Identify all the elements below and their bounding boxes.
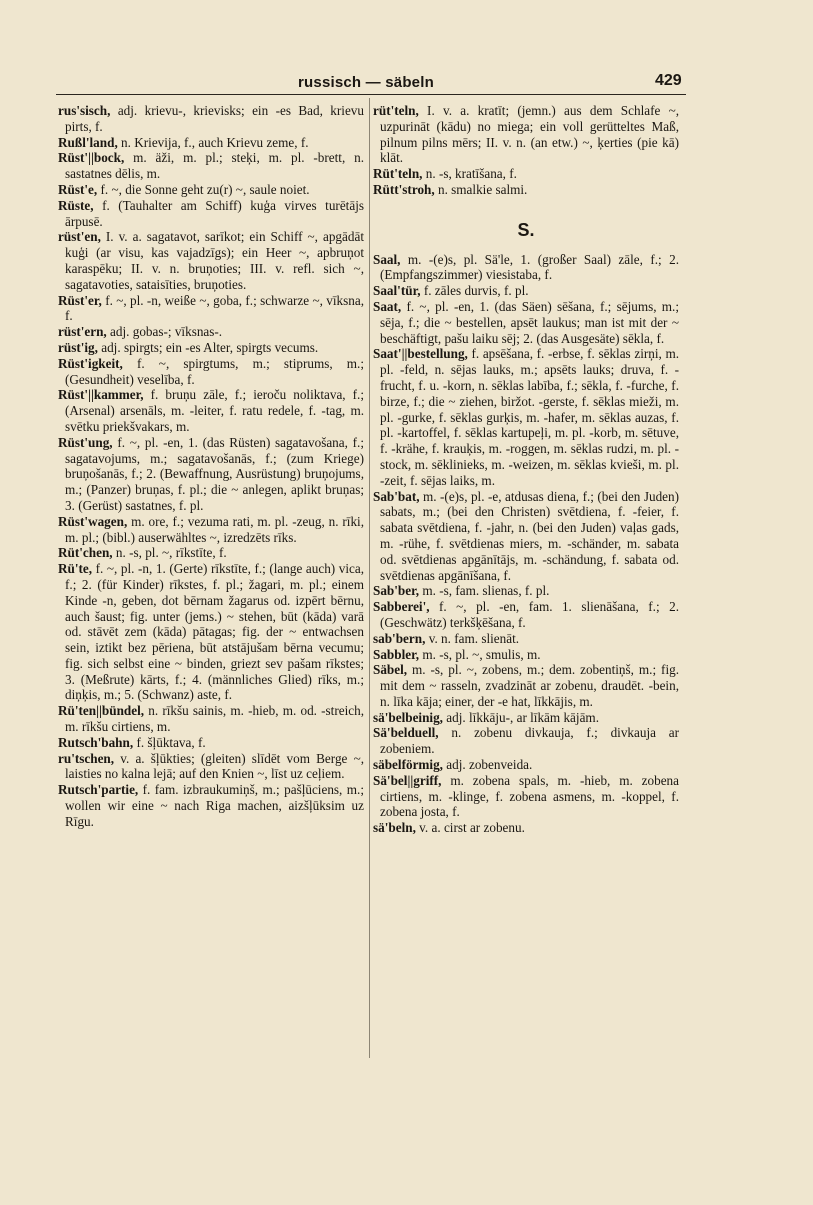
dictionary-entry xyxy=(373,182,679,198)
dictionary-entry xyxy=(58,150,364,182)
entry-definition: f. apsēšana, f. -erbse, f. sēklas zirņi, m. pl. -feld, n. sējas lauks, m.; apsēts lauks; druva, f. -frucht, f. u. -korn, n. sēklas labība, f.; sēkla, f. -furche, f. birze, f.; die ~ ziehen, biržot. -gerste, f. sēklas mieži, m. pl. -gurke, f. sēklas gurķis, m. -hafer, m. sēklas auzas, f. pl. -kartoffel, f. sēklas kartupeļi, m. pl. -korb, m. sētuve, f. -krähe, f. krauķis, m. -roggen, m. sēklas rudzi, m. pl. -stock, m. sēklinieks, m. -weizen, m. sēklas kvieši, m. pl. -zeit, f. sējas laiks, m. xyxy=(380,346,679,488)
entry-definition: adj. gobas-; vīksnas-. xyxy=(110,324,223,340)
entry-definition: f. ~, pl. -n, weiße ~, goba, f.; schwarze ~, vīksna, f. xyxy=(65,292,364,324)
dictionary-entry xyxy=(373,662,679,709)
entry-headword: rüst'en, xyxy=(58,229,101,245)
dictionary-entry xyxy=(373,773,679,820)
entry-definition: f. ~, pl. -en, 1. (das Rüsten) sagatavošana, f.; sagatavojums, m.; sagatavošanās, f.; (zum Kriege) bruņošanās, f.; 2. (Bewaffnung, Ausrüstung) bruņojums, m.; (Panzer) bruņas, f. pl.; die ~ anlegen, aplikt bruņas; 3. (Gerüst) sastatnes, f. pl. xyxy=(65,434,364,513)
entry-definition: adj. zobenveida. xyxy=(446,757,533,773)
entry-headword: Saat'||bestellung, xyxy=(373,346,468,362)
entry-definition: n. smalkie salmi. xyxy=(437,181,528,197)
entry-definition: m. -(e)s, pl. Sä'le, 1. (großer Saal) zāle, f.; 2. (Empfangszimmer) viesistaba, f. xyxy=(380,251,679,283)
dictionary-entry xyxy=(58,514,364,546)
entry-definition: f. šļūktava, f. xyxy=(136,734,206,750)
entry-headword: Sä'bel||griff, xyxy=(373,772,442,788)
header-rule xyxy=(56,94,686,95)
entry-headword: Rü'te, xyxy=(58,561,93,577)
dictionary-entry xyxy=(373,757,679,773)
entry-definition: adj. spirgts; ein -es Alter, spirgts vecums. xyxy=(101,339,319,355)
entry-definition: v. a. šļūkties; (gleiten) slīdēt vom Berge ~, laisties no kalna lejā; auf den Knien ~, līst uz ceļiem. xyxy=(65,750,365,782)
entry-headword: Sab'ber, xyxy=(373,583,420,599)
entry-definition: m. ore, f.; vezuma rati, m. pl. -zeug, n. rīki, m. pl.; (bibl.) auserwähltes ~, izredzēts rīks. xyxy=(65,513,365,545)
entry-headword: rüst'ern, xyxy=(58,324,107,340)
entry-definition: m. zobena spals, m. -hieb, m. zobena cirtiens, m. -klinge, f. zobena asmens, m. -koppel, f. zobena josta, f. xyxy=(380,772,679,820)
entry-headword: Rüst'er, xyxy=(58,292,102,308)
entry-definition: v. a. cirst ar zobenu. xyxy=(419,820,525,836)
dictionary-entry xyxy=(58,103,364,135)
dictionary-entry xyxy=(373,252,679,284)
entry-definition: n. -s, pl. ~, rīkstīte, f. xyxy=(115,545,227,561)
entry-definition: f. bruņu zāle, f.; ieroču noliktava, f.; (Arsenal) arsenāls, m. -leiter, f. ratu redele, f. -tag, m. svētku priekšvakars, m. xyxy=(65,387,365,434)
section-letter-heading: S. xyxy=(517,219,535,240)
entry-headword: sä'belbeinig, xyxy=(373,709,443,725)
entry-headword: Sä'belduell, xyxy=(373,725,439,741)
dictionary-entry xyxy=(58,561,364,703)
entry-headword: Rüst'ung, xyxy=(58,434,113,450)
entry-definition: v. n. fam. slienāt. xyxy=(428,630,520,646)
entry-headword: Rü'ten||bündel, xyxy=(58,703,145,719)
entry-headword: Säbel, xyxy=(373,662,408,678)
entry-definition: n. rīkšu sainis, m. -hieb, m. od. -streich, m. rīkšu cirtiens, m. xyxy=(65,703,364,735)
entry-headword: Rutsch'bahn, xyxy=(58,734,134,750)
entry-headword: Saal, xyxy=(373,251,401,267)
entry-headword: sä'beln, xyxy=(373,820,416,836)
entry-definition: f. fam. izbraukumiņš, m.; pašļūciens, m.; wollen wir eine ~ nach Riga machen, aizšļūksim uz Rīgu. xyxy=(65,782,364,829)
entry-headword: Sab'bat, xyxy=(373,488,420,504)
dictionary-entry xyxy=(373,710,679,726)
entry-headword: Rütt'stroh, xyxy=(373,181,435,197)
running-head: russisch — säbeln xyxy=(298,74,434,91)
entry-headword: rüst'ig, xyxy=(58,339,98,355)
dictionary-entry xyxy=(373,166,679,182)
dictionary-entry xyxy=(58,340,364,356)
entry-headword: Rüste, xyxy=(58,197,94,213)
dictionary-entry xyxy=(373,489,679,584)
entry-definition: I. v. a. sagatavot, sarīkot; ein Schiff ~, apgādāt kuģi (ar visu, kas vajadzīgs); ein Heer ~, apbruņot karaspēku; II. v. n. bruņoties; III. v. refl. sich ~, sagatavoties, sataisīties, bruņoties. xyxy=(65,229,364,292)
entry-definition: n. zobenu divkauja, f.; divkauja ar zobeniem. xyxy=(380,725,680,757)
entry-definition: m. äži, m. pl.; steķi, m. pl. -brett, n. sastatnes dēlis, m. xyxy=(65,150,364,182)
dictionary-entry xyxy=(58,387,364,434)
dictionary-entry xyxy=(373,725,679,757)
entry-definition: f. (Tauhalter am Schiff) kuģa virves turētājs ārpusē. xyxy=(65,197,364,229)
dictionary-entry xyxy=(58,751,364,783)
dictionary-entry xyxy=(373,647,679,663)
dictionary-entry xyxy=(58,356,364,388)
entry-definition: adj. līkkāju-, ar līkām kājām. xyxy=(446,709,599,725)
entry-headword: rüt'teln, xyxy=(373,103,419,118)
dictionary-entry xyxy=(58,198,364,230)
dictionary-entry xyxy=(373,599,679,631)
entry-headword: Rüst'||bock, xyxy=(58,150,125,166)
entry-headword: Rußl'land, xyxy=(58,134,118,150)
entry-definition: f. zāles durvis, f. pl. xyxy=(423,283,529,299)
right-column xyxy=(373,103,679,836)
dictionary-entry xyxy=(58,229,364,292)
dictionary-entry xyxy=(58,545,364,561)
dictionary-entry xyxy=(58,293,364,325)
entry-definition: f. ~, pl. -n, 1. (Gerte) rīkstīte, f.; (lange auch) vica, f.; 2. (für Kinder) rīkstes, f. pl.; žagari, m. pl.; einem Kinde -n, geben, dot bērnam žagarus od. izpērt bērnu, auch šaust; fig. unter (jems.) ~ stehen, būt (kāda) varā od. stāvēt zem (kāda) pātagas; fig. der ~ entwachsen sein, iztikt bez pēriena, būt atstājušam bērna vecumu; fig. sich selbst eine ~ binden, griezt sev pašam rīkstes; 3. (Meßrute) kārts, f.; 4. (männliches Glied) rīks, m.; diņķis, m.; 5. (Schwanz) aste, f. xyxy=(65,561,365,703)
entry-headword: Rüst'igkeit, xyxy=(58,355,123,371)
entry-definition: m. -s, pl. ~, smulis, m. xyxy=(422,646,541,662)
dictionary-entry xyxy=(58,324,364,340)
dictionary-entry xyxy=(373,299,679,346)
left-column xyxy=(58,103,364,830)
entry-headword: Rüst'wagen, xyxy=(58,513,128,529)
dictionary-entry xyxy=(58,182,364,198)
entry-headword: Rüt'teln, xyxy=(373,166,423,182)
entry-headword: Saal'tür, xyxy=(373,283,421,299)
dictionary-entry xyxy=(58,135,364,151)
entry-definition: f. ~, pl. -en, fam. 1. slienāšana, f.; 2. (Geschwätz) terkšķēšana, f. xyxy=(380,599,679,630)
entry-definition: f. ~, die Sonne geht zu(r) ~, saule noiet. xyxy=(100,181,310,197)
dictionary-entry xyxy=(58,735,364,751)
entry-headword: Rüst'e, xyxy=(58,181,98,197)
entry-headword: Sabbler, xyxy=(373,646,420,662)
entry-definition: adj. krievu-, krievisks; ein -es Bad, krievu pirts, f. xyxy=(65,103,364,134)
dictionary-entry xyxy=(373,103,679,166)
entry-definition: n. -s, kratīšana, f. xyxy=(425,166,517,182)
entry-definition: f. ~, pl. -en, 1. (das Säen) sēšana, f.; sējums, m.; sēja, f.; die ~ bestellen, apsēt laukus; man ist mit der ~ beschäftigt, pašu laiku sēj; 2. (das Ausgesäte) sēkla, f. xyxy=(380,298,679,346)
entry-definition: n. Krievija, f., auch Krievu zeme, f. xyxy=(121,134,309,150)
dictionary-entry xyxy=(373,583,679,599)
dictionary-entry xyxy=(58,782,364,829)
dictionary-entry xyxy=(58,703,364,735)
dictionary-entry xyxy=(373,346,679,488)
entry-headword: Rüt'chen, xyxy=(58,545,113,561)
entry-headword: Saat, xyxy=(373,298,402,314)
entry-headword: Sabberei', xyxy=(373,599,430,615)
entry-headword: Rüst'||kammer, xyxy=(58,387,144,403)
entry-headword: rus'sisch, xyxy=(58,103,111,118)
entry-definition: m. -s, pl. ~, zobens, m.; dem. zobentiņš, m.; fig. mit dem ~ rasseln, zvadzināt ar zobenu, draudēt. -bein, n. līka kāja; einer, der -e hat, līkkājis, m. xyxy=(380,662,679,709)
entry-headword: sab'bern, xyxy=(373,630,426,646)
entry-headword: ru'tschen, xyxy=(58,750,115,766)
entry-definition: m. -s, fam. slienas, f. pl. xyxy=(422,583,550,599)
dictionary-entry xyxy=(373,820,679,836)
page-number: 429 xyxy=(655,72,682,89)
dictionary-entry xyxy=(373,283,679,299)
entry-definition: m. -(e)s, pl. -e, atdusas diena, f.; (bei den Juden) sabats, m.; (bei den Christen) svētdiena, f. -feier, f. sabata svētdiena, f. -jahr, n. (bei den Juden) vaļas gads, m. -rühe, f. svētdienas miers, m. -schänder, m. sabata od. svētdienas apgānītājs, m. -schändung, f. sabata od. svētdienas apgānīšana, f. xyxy=(380,488,680,583)
dictionary-entry xyxy=(373,631,679,647)
column-divider xyxy=(369,98,370,1058)
entry-headword: Rutsch'partie, xyxy=(58,782,139,798)
dictionary-entry xyxy=(58,435,364,514)
entry-headword: säbelförmig, xyxy=(373,757,443,773)
entry-definition: I. v. a. kratīt; (jemn.) aus dem Schlafe ~, uzpurināt (kādu) no miega; ein voll gerütteltes Maß, pilnum pilns mērs; II. v. n. (an etw.) ~, ķerties (pie kā) klāt. xyxy=(380,103,680,166)
entry-definition: f. ~, spirgtums, m.; stiprums, m.; (Gesundheit) veselība, f. xyxy=(65,355,364,387)
